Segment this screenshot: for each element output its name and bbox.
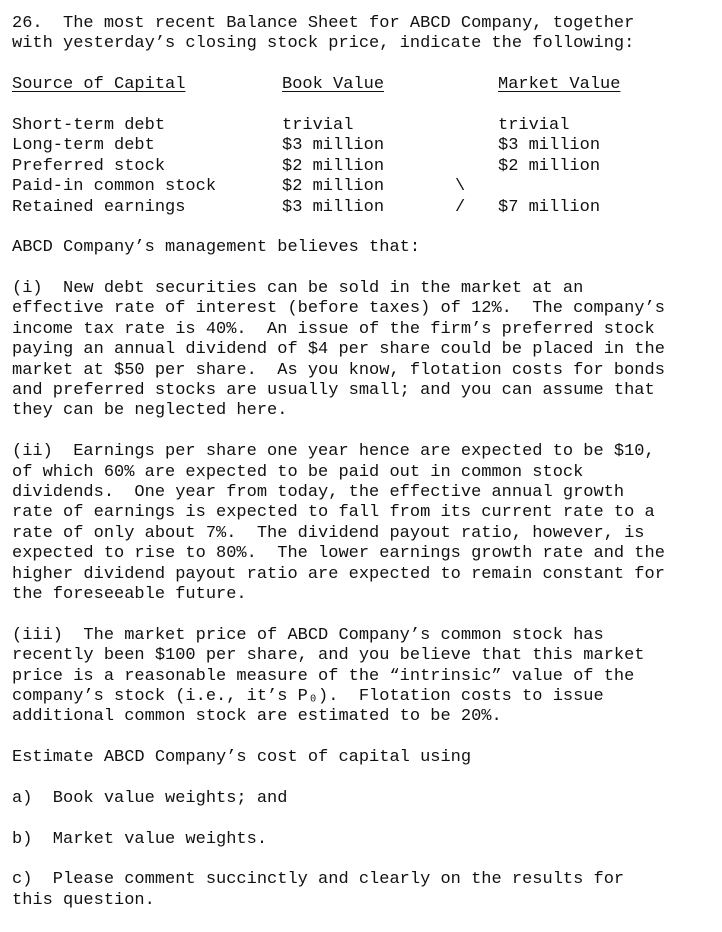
paragraph-line: dividends. One year from today, the effective annual growth — [12, 482, 625, 502]
row-book: $3 million — [282, 197, 385, 217]
row-source: Retained earnings — [12, 197, 186, 217]
header-market-value: Market Value — [498, 75, 621, 95]
row-book: $2 million — [282, 156, 385, 176]
row-source: Paid-in common stock — [12, 177, 217, 197]
table-header-row — [12, 75, 712, 95]
table-row — [12, 177, 712, 197]
intro-line-2: with yesterday’s closing stock price, indicate the following: — [12, 34, 635, 54]
paragraph-line: rate of only about 7%. The dividend payout ratio, however, is — [12, 523, 645, 543]
part-c-line: this question. — [12, 890, 155, 910]
management-line: ABCD Company’s management believes that: — [12, 238, 421, 258]
paragraph-line: income tax rate is 40%. An issue of the firm’s preferred stock — [12, 319, 655, 339]
paragraph-line: the foreseeable future. — [12, 584, 247, 604]
row-book: $2 million — [282, 177, 385, 197]
table-row — [12, 198, 712, 218]
row-book: $3 million — [282, 136, 385, 156]
paragraph-line: (i) New debt securities can be sold in the market at an — [12, 279, 584, 299]
row-source: Long-term debt — [12, 136, 155, 156]
question-intro — [12, 14, 712, 55]
paragraph-line: additional common stock are estimated to be 20%. — [12, 707, 502, 727]
row-market: trivial — [498, 115, 570, 135]
estimate-line: Estimate ABCD Company’s cost of capital using — [12, 748, 472, 768]
table-row — [12, 157, 712, 177]
paragraph-line: they can be neglected here. — [12, 401, 288, 421]
paragraph-i — [12, 279, 712, 422]
header-source-of-capital: Source of Capital — [12, 75, 186, 95]
row-market: $7 million — [498, 197, 601, 217]
row-book: trivial — [282, 115, 354, 135]
paragraph-line: price is a reasonable measure of the “intrinsic” value of the — [12, 666, 635, 686]
paragraph-line: and preferred stocks are usually small; and you can assume that — [12, 381, 655, 401]
paragraph-line: effective rate of interest (before taxes) of 12%. The company’s — [12, 299, 665, 319]
paragraph-line: company’s stock (i.e., it’s P₀). Flotation costs to issue — [12, 686, 604, 706]
paragraph-line: expected to rise to 80%. The lower earnings growth rate and the — [12, 544, 665, 564]
part-c-line: c) Please comment succinctly and clearly on the results for — [12, 870, 625, 890]
part-c — [12, 870, 712, 911]
problem-page — [12, 14, 712, 911]
paragraph-line: (iii) The market price of ABCD Company’s common stock has — [12, 625, 604, 645]
table-row — [12, 116, 712, 136]
row-market: $2 million — [498, 156, 601, 176]
paragraph-ii — [12, 442, 712, 605]
paragraph-line: (ii) Earnings per share one year hence are expected to be $10, — [12, 442, 655, 462]
paragraph-line: recently been $100 per share, and you believe that this market — [12, 646, 645, 666]
part-a: a) Book value weights; and — [12, 788, 288, 808]
row-source: Short-term debt — [12, 115, 166, 135]
brace-bottom: / — [455, 197, 466, 217]
paragraph-iii — [12, 626, 712, 728]
row-source: Preferred stock — [12, 156, 166, 176]
paragraph-line: market at $50 per share. As you know, flotation costs for bonds — [12, 360, 665, 380]
capital-table — [12, 75, 712, 218]
part-b: b) Market value weights. — [12, 829, 268, 849]
paragraph-line: of which 60% are expected to be paid out in common stock — [12, 462, 584, 482]
header-book-value: Book Value — [282, 75, 385, 95]
paragraph-line: rate of earnings is expected to fall from its current rate to a — [12, 503, 655, 523]
intro-line-1: 26. The most recent Balance Sheet for ABCD Company, together — [12, 14, 635, 33]
paragraph-line: higher dividend payout ratio are expected to remain constant for — [12, 564, 665, 584]
brace-top: \ — [455, 177, 466, 197]
table-row — [12, 136, 712, 156]
paragraph-line: paying an annual dividend of $4 per share could be placed in the — [12, 340, 665, 360]
row-market: $3 million — [498, 136, 601, 156]
